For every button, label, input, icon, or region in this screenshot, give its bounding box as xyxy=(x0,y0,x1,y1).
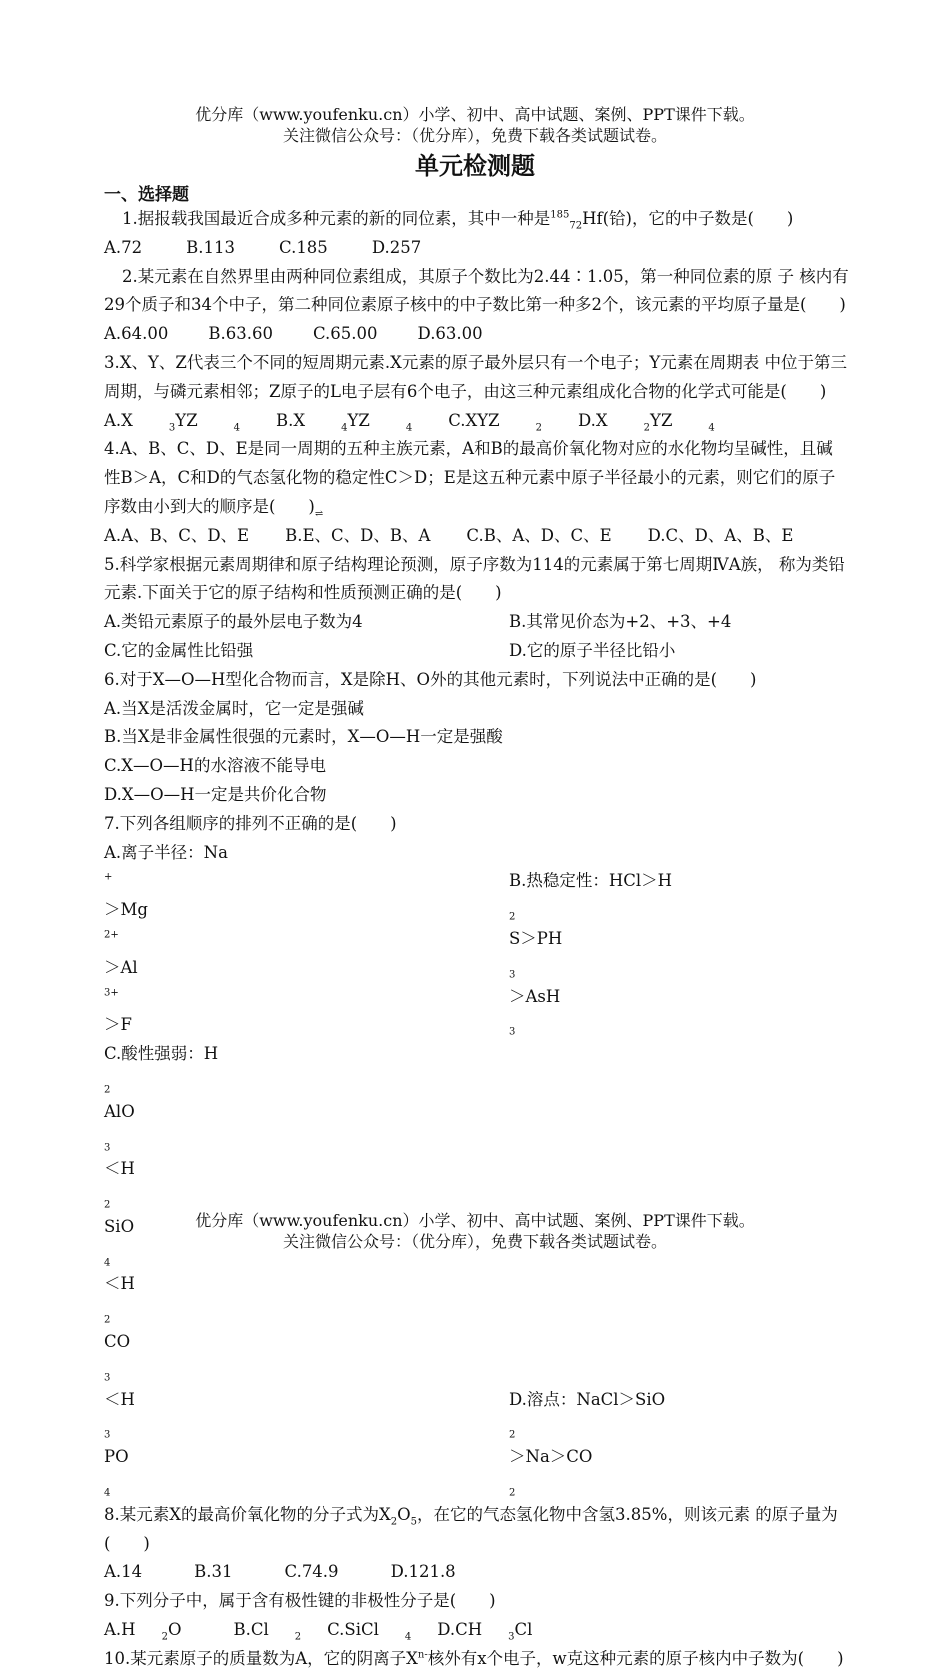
option-a: A.14 xyxy=(104,1562,143,1582)
option-a: A.A、B、C、D、E xyxy=(104,525,250,545)
option-c: C.它的金属性比铅强 xyxy=(104,640,254,660)
question-5: 5.科学家根据元素周期律和原子结构理论预测，原子序数为114的元素属于第七周期ⅣA族， 称为类铅元素.下面关于它的原子结构和性质预测正确的是( ) xyxy=(104,554,845,603)
option-d: D.溶点：$NaCl>SiO_2>Na>CO_2$ xyxy=(509,1389,666,1499)
option-b: B.63.60 xyxy=(208,324,274,344)
option-d: D.C、D、A、B、E xyxy=(647,525,794,545)
option-c: C.SiCl $_4$ xyxy=(327,1620,412,1643)
option-d: D.257 xyxy=(371,237,422,257)
page-header xyxy=(0,104,950,146)
option-a: A.H $_2$O xyxy=(104,1620,182,1643)
question-8: 8.某元素X的最高价氧化物的分子式为$X_2O_5$，在它的气态氢化物中含氢3.85%，则该元素 的原子量为( ) xyxy=(104,1504,838,1553)
question-5-options-row-1 xyxy=(104,608,849,637)
option-a: A.类铅元素原子的最外层电子数为4 xyxy=(104,612,363,632)
option-b: B.31 xyxy=(194,1562,233,1582)
question-4 xyxy=(104,435,849,521)
question-1-text-end: Hf(铪)，它的中子数是( ) xyxy=(582,209,794,228)
equilibrium-mark: ⇌ xyxy=(314,508,324,520)
question-1-options xyxy=(104,234,849,263)
question-1 xyxy=(104,205,849,234)
question-6: 6.对于X—O—H型化合物而言，X是除H、O外的其他元素时，下列说法中正确的是( ) xyxy=(104,669,757,689)
option-c: C.XYZ $_2$ xyxy=(448,410,543,433)
option-b: B.X $_4$YZ $_4$ xyxy=(276,410,413,433)
page-footer xyxy=(0,1210,950,1252)
footer-line-2: 关注微信公众号：（优分库），免费下载各类试题试卷。 xyxy=(282,1232,667,1251)
option-c: C.酸性强弱：$H_2AlO_3<H_2SiO_4<H_2CO_3<H_3PO_4$ xyxy=(104,1044,219,1499)
question-8-options xyxy=(104,1558,849,1587)
question-1-text: 1.据报载我国最近合成多种元素的新的同位素，其中一种是 xyxy=(122,209,551,228)
question-5-options-row-2 xyxy=(104,637,849,666)
option-c: C.X—O—H的水溶液不能导电 xyxy=(104,756,326,776)
option-d: D.X $_2$YZ $_4$ xyxy=(578,410,715,433)
option-d: D.它的原子半径比铅小 xyxy=(509,640,676,660)
option-a: A.当X是活泼金属时，它一定是强碱 xyxy=(104,698,364,718)
question-10: 10.某元素原子的质量数为A，它的阴离子$X^{n-}$核外有x个电子，w克这种元素的原子核内中子数为( ) xyxy=(104,1648,844,1668)
option-d: D.X—O—H一定是共价化合物 xyxy=(104,784,327,804)
option-d: D.121.8 xyxy=(390,1562,456,1582)
page-title: 单元检测题 xyxy=(415,152,535,180)
option-b: B.其常见价态为+2、+3、+4 xyxy=(509,612,732,632)
question-list xyxy=(104,205,849,1674)
question-2-options xyxy=(104,320,849,349)
question-4-options xyxy=(104,522,849,551)
question-2: 2.某元素在自然界里由两种同位素组成，其原子个数比为2.44∶1.05，第一种同位素的原 子 核内有29个质子和34个中子，第二种同位素原子核中的中子数比第一种多2个，该元素的平均原子量是( ) xyxy=(104,266,849,315)
question-9: 9.下列分子中，属于含有极性键的非极性分子是( ) xyxy=(104,1591,496,1611)
section-heading: 一、选择题 xyxy=(104,185,189,205)
question-7: 7.下列各组顺序的排列不正确的是( ) xyxy=(104,813,397,833)
option-b: B.热稳定性：$HCl>H_2S>PH_3>AsH_3$ xyxy=(509,871,673,1038)
option-a: A.72 xyxy=(104,237,143,257)
header-line-2: 关注微信公众号：（优分库），免费下载各类试题试卷。 xyxy=(282,126,667,145)
option-b: B.E、C、D、B、A xyxy=(285,525,431,545)
header-line-1: 优分库（www.youfenku.cn）小学、初中、高中试题、案例、PPT课件下载。 xyxy=(195,105,755,124)
option-b: B.Cl $_2$ xyxy=(233,1620,302,1643)
question-7-options-row-2 xyxy=(104,1040,849,1501)
option-c: C.185 xyxy=(279,237,328,257)
question-4-text: 4.A、B、C、D、E是同一周期的五种主族元素，A和B的最高价氧化物对应的水化物均呈碱性，且碱性B＞A，C和D的气态氢化物的稳定性C＞D；E是这五种元素中原子半径最小的元素，则它们的原子序数由小到大的顺序是( ) xyxy=(104,439,836,516)
option-a: A.64.00 xyxy=(104,324,169,344)
question-9-options xyxy=(104,1616,849,1645)
mass-number: 185 xyxy=(550,209,570,221)
option-b: B.113 xyxy=(186,237,236,257)
option-b: B.当X是非金属性很强的元素时，X—O—H一定是强酸 xyxy=(104,727,503,747)
footer-line-1: 优分库（www.youfenku.cn）小学、初中、高中试题、案例、PPT课件下载。 xyxy=(195,1211,755,1230)
question-3-options xyxy=(104,407,849,436)
option-c: C.65.00 xyxy=(313,324,378,344)
atomic-number: 72 xyxy=(569,220,583,232)
option-a: A.X $_3$YZ $_4$ xyxy=(104,410,241,433)
option-d: D.63.00 xyxy=(417,324,483,344)
option-c: C.74.9 xyxy=(284,1562,339,1582)
question-7-options-row-1 xyxy=(104,839,849,1041)
option-a: A.离子半径：$Na^+>Mg^{2+}>Al^{3+}>F$ xyxy=(104,842,228,1035)
option-c: C.B、A、D、C、E xyxy=(466,525,612,545)
question-3: 3.X、Y、Z代表三个不同的短周期元素.X元素的原子最外层只有一个电子；Y元素在周期表 中位于第三周期，与磷元素相邻；Z原子的L电子层有6个电子，由这三种元素组成化合物的化学式可能是( ) xyxy=(104,352,847,401)
option-d: D.CH $_3$Cl xyxy=(437,1620,533,1643)
